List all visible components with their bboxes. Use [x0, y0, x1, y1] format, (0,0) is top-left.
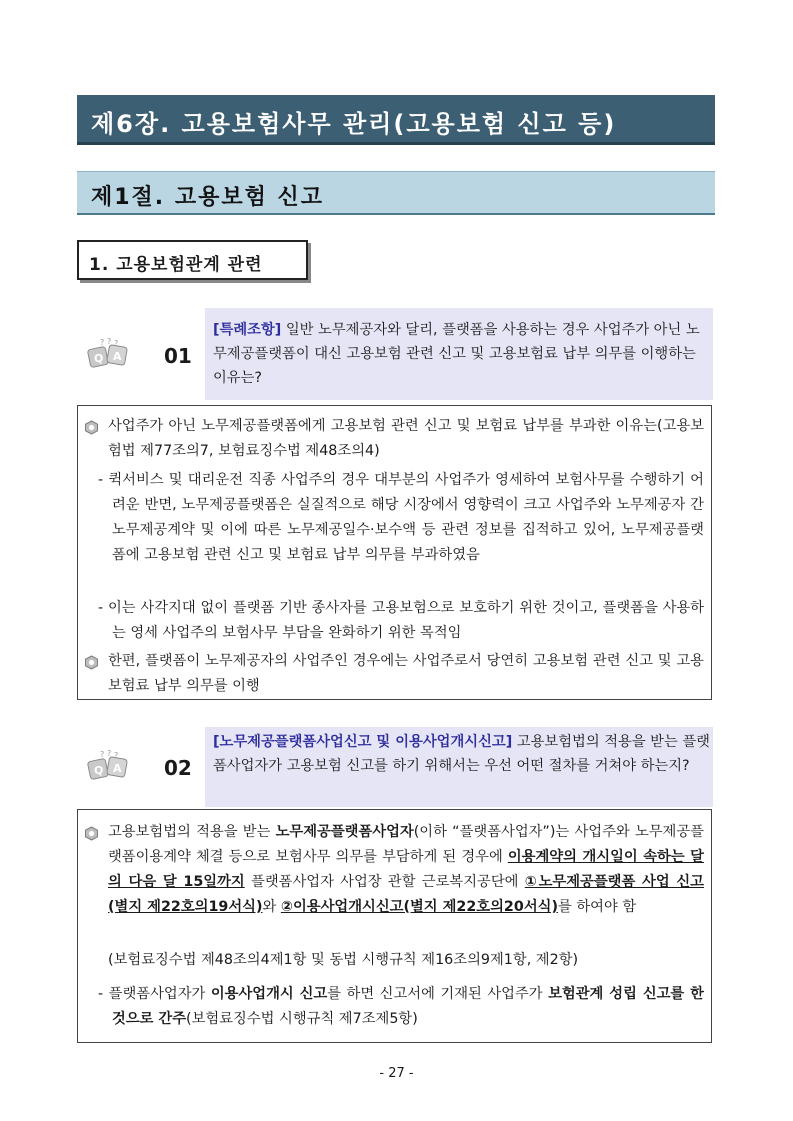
bullet-icon — [84, 655, 99, 670]
question-2-number: 02 — [164, 756, 192, 780]
answer-1-detail-2: - 이는 사각지대 없이 플랫폼 기반 종사자를 고용보험으로 보호하기 위한 것이고, 플랫폼을 사용하는 영세 사업주의 보험사무 부담을 완화하기 위한 목적임 — [98, 600, 704, 641]
answer-2-reference: (보험료징수법 제48조의4제1항 및 동법 시행규칙 제16조의9제1항, 제2항) — [108, 952, 579, 968]
question-2-tag: [노무제공플랫폼사업신고 및 이용사업개시신고] — [213, 734, 513, 750]
answer-1-paragraph-2: 한편, 플랫폼이 노무제공자의 사업주인 경우에는 사업주로서 당연히 고용보험 관련 신고 및 고용보험료 납부 의무를 이행 — [108, 653, 704, 694]
qa-icon — [86, 336, 132, 376]
question-1-text — [213, 318, 713, 390]
question-2-body: 고용보험법의 적용을 받는 플랫폼사업자가 고용보험 신고를 하기 위해서는 우선 어떤 절차를 거쳐야 하는지? — [213, 734, 710, 774]
answer-2-paragraph-1 — [108, 820, 704, 920]
question-1-number: 01 — [164, 344, 192, 368]
question-2-text — [213, 730, 713, 778]
text-run: 를 하여야 함 — [557, 899, 637, 915]
answer-1-box — [77, 405, 712, 700]
answer-2-box — [77, 809, 712, 1043]
answer-1-paragraph-1: 사업주가 아닌 노무제공플랫폼에게 고용보험 관련 신고 및 보험료 납부를 부과한 이유는(고용보험법 제77조의7, 보험료징수법 제48조의4) — [108, 418, 704, 459]
text-run-bold: 이용사업개시 신고 — [210, 986, 328, 1002]
section-title: 제1절. 고용보험 신고 — [91, 185, 324, 210]
chapter-title: 제6장. 고용보험사무 관리(고용보험 신고 등) — [91, 110, 617, 138]
subsection-header — [77, 240, 308, 280]
text-run: - 플랫폼사업자가 — [98, 986, 211, 1002]
text-run-bold: 보험관계 성립 신고를 한 것으로 간주 — [112, 986, 704, 1027]
text-run-underlined: ②이용사업개시신고(별지 제22호의20서식) — [280, 899, 558, 915]
page-number: - 27 - — [379, 1066, 414, 1081]
text-run: 를 하면 신고서에 기재된 사업주가 — [327, 986, 549, 1002]
qa-icon — [86, 748, 132, 788]
bullet-icon — [84, 420, 99, 435]
text-run: 와 — [262, 899, 281, 915]
section-header — [77, 171, 715, 215]
text-run-bold: 노무제공플랫폼사업자 — [275, 824, 414, 840]
subsection-title: 1. 고용보험관계 관련 — [89, 255, 263, 275]
text-run: (이하 “플랫폼사업자”)는 사업주와 노무제공플랫폼이용계약 체결 등으로 보험사무 의무를 부담하게 된 경우에 — [108, 824, 704, 865]
chapter-header — [77, 95, 715, 145]
text-run: 고용보험법의 적용을 받는 — [108, 824, 276, 840]
question-1-tag: [특례조항] — [213, 322, 282, 338]
answer-2-detail-1 — [98, 982, 704, 1032]
text-run: (보험료징수법 시행규칙 제7조제5항) — [186, 1011, 418, 1027]
text-run-underlined: 이용계약의 개시일이 속하는 달의 다음 달 15일까지 — [108, 849, 704, 890]
text-run: 플랫폼사업자 사업장 관할 근로복지공단에 — [244, 874, 525, 890]
answer-1-detail-1: - 퀵서비스 및 대리운전 직종 사업주의 경우 대부분의 사업주가 영세하여 보험사무를 수행하기 어려운 반면, 노무제공플랫폼은 실질적으로 해당 시장에서 영향력이 크고 사업주와 노무제공자 간 노무제공계약 및 이에 따른 노무제공일수·보수액 등 관련 정보를 집적하고 있어, 노무제공플랫폼에 고용보험 관련 신고 및 보험료 납부 의무를 부과하였음 — [98, 472, 704, 563]
text-run-underlined: ①노무제공플랫폼 사업 신고(별지 제22호의19서식) — [108, 874, 704, 915]
bullet-icon — [84, 826, 99, 841]
question-1-body: 일반 노무제공자와 달리, 플랫폼을 사용하는 경우 사업주가 아닌 노무제공플랫폼이 대신 고용보험 관련 신고 및 고용보험료 납부 의무를 이행하는 이유는? — [213, 322, 700, 386]
